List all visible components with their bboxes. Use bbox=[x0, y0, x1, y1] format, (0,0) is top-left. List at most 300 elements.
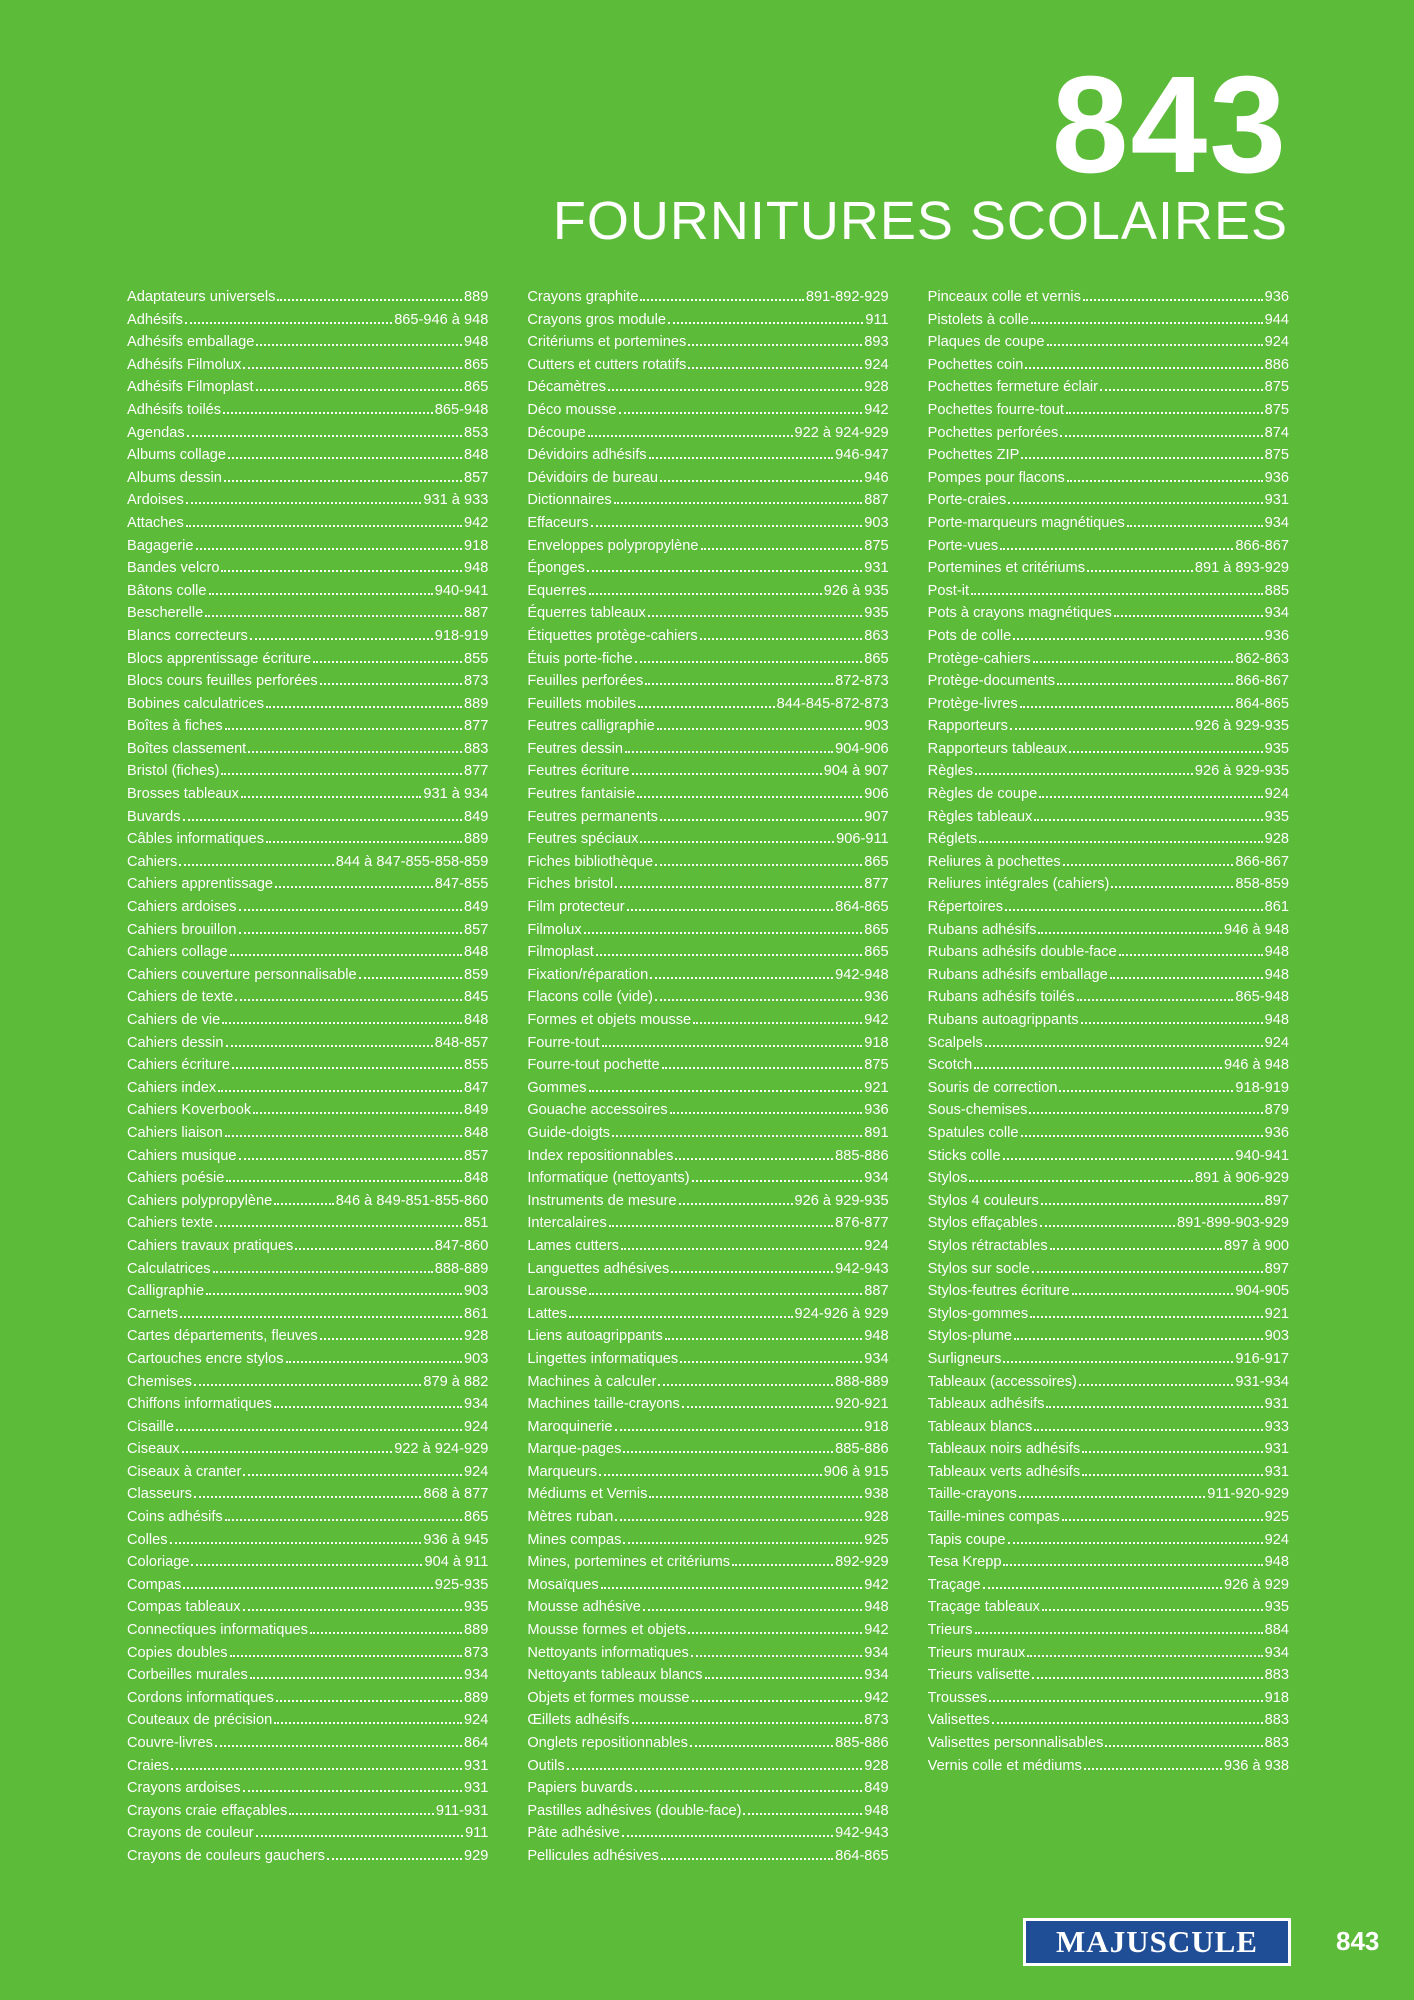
index-entry bbox=[127, 1303, 488, 1326]
index-entry bbox=[127, 715, 488, 738]
index-entry-label: Feutres dessin bbox=[527, 740, 624, 757]
index-entry-label: Cahiers de texte bbox=[127, 989, 234, 1006]
index-entry bbox=[127, 1461, 488, 1484]
index-entry-page: 931-934 bbox=[1235, 1373, 1289, 1390]
index-entry-label: Crayons de couleur bbox=[127, 1825, 254, 1842]
dot-leader bbox=[596, 954, 862, 956]
index-entry bbox=[928, 309, 1289, 332]
dot-leader bbox=[1034, 819, 1262, 821]
index-entry bbox=[527, 1642, 888, 1665]
dot-leader bbox=[266, 841, 462, 843]
index-entry-label: Réglets bbox=[927, 831, 978, 848]
dot-leader bbox=[985, 1045, 1263, 1047]
index-entry-label: Bandes velcro bbox=[127, 560, 220, 577]
dot-leader bbox=[1014, 1338, 1263, 1340]
index-entry-page: 865 bbox=[463, 1509, 489, 1526]
index-entry-label: Répertoires bbox=[927, 899, 1004, 916]
dot-leader bbox=[614, 502, 863, 504]
index-entry bbox=[527, 309, 888, 332]
index-entry-label: Connectiques informatiques bbox=[127, 1622, 308, 1639]
index-entry-page: 865-946 à 948 bbox=[394, 311, 489, 328]
index-entry-page: 866-867 bbox=[1235, 537, 1289, 554]
index-entry bbox=[527, 715, 888, 738]
index-entry-label: Cahiers ardoises bbox=[127, 899, 237, 916]
index-entry bbox=[127, 1777, 488, 1800]
dot-leader bbox=[1100, 389, 1263, 391]
index-entry bbox=[127, 1732, 488, 1755]
index-entry-label: Mousse formes et objets bbox=[527, 1622, 687, 1639]
index-entry-label: Feutres écriture bbox=[527, 763, 630, 780]
dot-leader bbox=[1020, 706, 1234, 708]
dot-leader bbox=[623, 1542, 862, 1544]
index-entry-label: Stylos-feutres écriture bbox=[927, 1283, 1070, 1300]
index-entry-label: Ciseaux à cranter bbox=[127, 1463, 242, 1480]
index-entry-page: 948 bbox=[864, 1802, 889, 1819]
dot-leader bbox=[665, 1338, 862, 1340]
index-entry-label: Rubans autoagrippants bbox=[927, 1012, 1079, 1028]
dot-leader bbox=[615, 1429, 863, 1431]
index-entry-label: Intercalaires bbox=[527, 1215, 607, 1232]
index-entry bbox=[928, 964, 1289, 987]
index-entry-label: Cisaille bbox=[127, 1418, 175, 1435]
dot-leader bbox=[660, 480, 862, 482]
index-entry-label: Calculatrices bbox=[127, 1260, 211, 1277]
dot-leader bbox=[256, 389, 462, 391]
index-entry-label: Cahiers index bbox=[127, 1079, 217, 1096]
dot-leader bbox=[276, 1700, 462, 1702]
index-entry bbox=[928, 1280, 1289, 1303]
dot-leader bbox=[1062, 1519, 1263, 1521]
dot-leader bbox=[692, 1180, 863, 1182]
index-entry-page: 936 bbox=[1264, 469, 1289, 486]
dot-leader bbox=[225, 1135, 462, 1137]
index-entry-page: 936 bbox=[864, 989, 889, 1006]
dot-leader bbox=[627, 909, 833, 911]
index-entry-label: Rubans adhésifs double-face bbox=[927, 944, 1117, 961]
index-entry-label: Valisettes bbox=[927, 1712, 990, 1729]
index-entry-page: 857 bbox=[463, 469, 489, 486]
dot-leader bbox=[1066, 412, 1263, 414]
index-entry-page: 935 bbox=[1264, 808, 1289, 825]
index-entry bbox=[127, 1416, 488, 1439]
index-entry-page: 844-845-872-873 bbox=[776, 695, 889, 712]
index-entry-page: 946 à 948 bbox=[1224, 921, 1289, 938]
index-entry-page: 889 bbox=[463, 1622, 489, 1639]
index-entry-label: Adhésifs toilés bbox=[127, 401, 222, 418]
index-entry bbox=[928, 1077, 1289, 1100]
index-entry bbox=[527, 1099, 888, 1122]
index-entry-page: 848 bbox=[463, 1012, 489, 1028]
index-entry-page: 934 bbox=[864, 1644, 889, 1661]
index-entry-page: 887 bbox=[864, 492, 889, 509]
index-entry-label: Buvards bbox=[127, 808, 181, 825]
dot-leader bbox=[239, 909, 462, 911]
index-entry bbox=[127, 331, 488, 354]
index-entry-page: 924 bbox=[1264, 786, 1289, 803]
dot-leader bbox=[275, 886, 433, 888]
index-entry bbox=[928, 422, 1289, 445]
index-entry bbox=[527, 1371, 888, 1394]
index-entry bbox=[928, 783, 1289, 806]
dot-leader bbox=[688, 1632, 862, 1634]
index-entry-page: 924 bbox=[463, 1712, 489, 1729]
index-entry-page: 904-906 bbox=[835, 740, 889, 757]
index-entry bbox=[527, 354, 888, 377]
index-entry bbox=[928, 1529, 1289, 1552]
index-entry-page: 903 bbox=[864, 718, 889, 735]
index-entry-page: 906 à 915 bbox=[823, 1463, 889, 1480]
index-entry bbox=[127, 1280, 488, 1303]
index-entry bbox=[928, 1664, 1289, 1687]
dot-leader bbox=[289, 1813, 433, 1815]
index-entry-page: 897 bbox=[1264, 1192, 1289, 1209]
index-entry-label: Boîtes classement bbox=[127, 740, 247, 757]
dot-leader bbox=[253, 1112, 462, 1114]
index-entry-page: 936 bbox=[1264, 1124, 1289, 1141]
dot-leader bbox=[222, 1022, 462, 1024]
index-entry bbox=[127, 1755, 488, 1778]
index-entry bbox=[928, 1145, 1289, 1168]
dot-leader bbox=[1027, 1655, 1262, 1657]
index-entry-label: Pots à crayons magnétiques bbox=[927, 605, 1112, 622]
index-entry bbox=[527, 760, 888, 783]
dot-leader bbox=[682, 1406, 833, 1408]
index-entry-label: Dévidoirs adhésifs bbox=[527, 447, 647, 464]
index-entry-label: Ciseaux bbox=[127, 1441, 180, 1458]
index-entry-label: Cahiers couverture personnalisable bbox=[127, 966, 357, 983]
dot-leader bbox=[975, 773, 1193, 775]
dot-leader bbox=[1077, 999, 1234, 1001]
index-entry bbox=[928, 1325, 1289, 1348]
index-entry-page: 849 bbox=[864, 1780, 889, 1797]
index-entry-label: Bobines calculatrices bbox=[127, 695, 265, 712]
index-entry bbox=[928, 648, 1289, 671]
index-entry-page: 844 à 847-855-858-859 bbox=[335, 853, 489, 870]
index-entry bbox=[127, 286, 488, 309]
index-entry-page: 935 bbox=[463, 1599, 489, 1616]
index-entry-page: 925 bbox=[1264, 1509, 1289, 1526]
index-entry bbox=[127, 1032, 488, 1055]
index-entry-page: 948 bbox=[1264, 1012, 1289, 1028]
index-entry bbox=[127, 557, 488, 580]
index-entry bbox=[527, 828, 888, 851]
index-entry-page: 855 bbox=[463, 650, 489, 667]
index-entry bbox=[527, 376, 888, 399]
index-entry-label: Pochettes coin bbox=[927, 356, 1024, 373]
dot-leader bbox=[621, 1248, 862, 1250]
index-entry-label: Craies bbox=[127, 1757, 170, 1774]
dot-leader bbox=[186, 502, 422, 504]
index-entry-page: 865-948 bbox=[1235, 989, 1289, 1006]
index-entry-label: Pots de colle bbox=[927, 627, 1012, 644]
dot-leader bbox=[1084, 1768, 1222, 1770]
index-entry bbox=[928, 535, 1289, 558]
index-entry bbox=[127, 1258, 488, 1281]
index-entry-label: Mosaïques bbox=[527, 1576, 599, 1593]
index-entry bbox=[127, 1190, 488, 1213]
index-entry-label: Règles de coupe bbox=[927, 786, 1038, 803]
index-entry bbox=[527, 1438, 888, 1461]
index-entry bbox=[527, 1054, 888, 1077]
index-entry-label: Reliures intégrales (cahiers) bbox=[927, 876, 1110, 893]
index-entry-label: Crayons graphite bbox=[527, 289, 639, 305]
dot-leader bbox=[1079, 1384, 1234, 1386]
index-entry-label: Porte-marqueurs magnétiques bbox=[927, 514, 1125, 531]
index-entry bbox=[928, 806, 1289, 829]
index-entry bbox=[928, 286, 1289, 309]
index-entry bbox=[127, 670, 488, 693]
index-entry-page: 872-873 bbox=[835, 673, 889, 690]
index-entry-page: 924 bbox=[1264, 1531, 1289, 1548]
index-entry-label: Critériums et portemines bbox=[527, 334, 687, 351]
dot-leader bbox=[589, 1090, 863, 1092]
index-entry-page: 911-931 bbox=[435, 1802, 489, 1819]
index-entry-page: 861 bbox=[463, 1305, 489, 1322]
dot-leader bbox=[228, 457, 462, 459]
index-entry bbox=[127, 1145, 488, 1168]
index-entry bbox=[127, 512, 488, 535]
index-entry-label: Albums collage bbox=[127, 447, 226, 464]
dot-leader bbox=[206, 1293, 462, 1295]
index-entry-page: 891-892-929 bbox=[805, 289, 889, 305]
dot-leader bbox=[1039, 796, 1262, 798]
index-entry bbox=[527, 580, 888, 603]
index-entry bbox=[127, 625, 488, 648]
index-entry bbox=[928, 851, 1289, 874]
index-entry-label: Règles tableaux bbox=[927, 808, 1033, 825]
index-entry-page: 926 à 929-935 bbox=[1194, 763, 1289, 780]
dot-leader bbox=[655, 864, 862, 866]
dot-leader bbox=[1119, 954, 1263, 956]
index-entry bbox=[928, 1099, 1289, 1122]
dot-leader bbox=[979, 841, 1262, 843]
index-entry-page: 934 bbox=[1264, 514, 1289, 531]
index-entry-label: Stylos bbox=[927, 1170, 968, 1187]
index-entry bbox=[928, 467, 1289, 490]
dot-leader bbox=[1019, 1496, 1205, 1498]
index-entry-label: Flacons colle (vide) bbox=[527, 989, 654, 1006]
dot-leader bbox=[1032, 1271, 1263, 1273]
dot-leader bbox=[670, 1112, 863, 1114]
dot-leader bbox=[638, 706, 775, 708]
index-entry-label: Stylos rétractables bbox=[927, 1237, 1048, 1254]
index-entry bbox=[928, 828, 1289, 851]
index-entry bbox=[928, 986, 1289, 1009]
index-entry-page: 848 bbox=[463, 1124, 489, 1141]
index-entry-page: 928 bbox=[864, 1757, 889, 1774]
index-entry-page: 865 bbox=[463, 356, 489, 373]
index-entry-label: Protège-livres bbox=[927, 695, 1018, 712]
index-entry-label: Œillets adhésifs bbox=[527, 1712, 630, 1729]
index-entry-page: 942-948 bbox=[835, 966, 889, 983]
index-entry-page: 866-867 bbox=[1235, 673, 1289, 690]
index-entry-label: Papiers buvards bbox=[527, 1780, 633, 1797]
dot-leader bbox=[1087, 570, 1193, 572]
dot-leader bbox=[241, 796, 421, 798]
index-entry-label: Fiches bibliothèque bbox=[527, 853, 654, 870]
dot-leader bbox=[1010, 728, 1193, 730]
index-entry bbox=[527, 1009, 888, 1032]
index-entry-page: 944 bbox=[1264, 311, 1289, 328]
dot-leader bbox=[975, 1632, 1263, 1634]
index-entry bbox=[127, 1438, 488, 1461]
index-entry bbox=[527, 444, 888, 467]
index-entry-page: 938 bbox=[864, 1486, 889, 1503]
index-entry-page: 876-877 bbox=[835, 1215, 889, 1232]
index-entry-page: 875 bbox=[1264, 447, 1289, 464]
dot-leader bbox=[690, 1745, 833, 1747]
index-entry-label: Adhésifs Filmoplast bbox=[127, 379, 254, 396]
index-entry-label: Adhésifs Filmolux bbox=[127, 356, 242, 373]
index-entry bbox=[127, 693, 488, 716]
index-entry-page: 934 bbox=[463, 1396, 489, 1413]
index-entry-page: 918 bbox=[1264, 1689, 1289, 1706]
index-entry-page: 877 bbox=[463, 763, 489, 780]
index-entry-page: 883 bbox=[1264, 1735, 1289, 1751]
dot-leader bbox=[187, 435, 462, 437]
index-entry-page: 928 bbox=[1264, 831, 1289, 848]
index-entry bbox=[127, 1800, 488, 1823]
page-number: 843 bbox=[1336, 1926, 1380, 1956]
index-entry-page: 924 bbox=[864, 356, 889, 373]
dot-leader bbox=[320, 683, 462, 685]
index-entry-label: Formes et objets mousse bbox=[527, 1012, 692, 1028]
index-entry bbox=[527, 467, 888, 490]
index-entry-label: Blancs correcteurs bbox=[127, 627, 248, 644]
index-entry bbox=[527, 1393, 888, 1416]
index-entry bbox=[127, 376, 488, 399]
dot-leader bbox=[589, 1293, 862, 1295]
index-entry-label: Nettoyants tableaux blancs bbox=[527, 1667, 703, 1684]
index-entry bbox=[527, 602, 888, 625]
index-entry-page: 926 à 929 bbox=[1224, 1576, 1289, 1593]
dot-leader bbox=[176, 1429, 462, 1431]
index-entry-page: 875 bbox=[864, 537, 889, 554]
index-entry-label: Cahiers apprentissage bbox=[127, 876, 274, 893]
index-entry bbox=[127, 806, 488, 829]
index-entry-page: 845 bbox=[463, 989, 489, 1006]
index-entry-label: Décamètres bbox=[527, 379, 606, 396]
dot-leader bbox=[1057, 683, 1233, 685]
dot-leader bbox=[700, 638, 863, 640]
index-entry-label: Blocs apprentissage écriture bbox=[127, 650, 312, 667]
index-entry bbox=[527, 1032, 888, 1055]
index-entry-label: Cahiers collage bbox=[127, 944, 228, 961]
dot-leader bbox=[569, 1316, 792, 1318]
index-entry bbox=[127, 1642, 488, 1665]
index-entry bbox=[527, 1574, 888, 1597]
index-entry-label: Stylos-gommes bbox=[927, 1305, 1029, 1322]
index-entry-page: 942-943 bbox=[835, 1825, 889, 1842]
index-entry-page: 940-941 bbox=[434, 582, 489, 599]
index-entry-page: 847 bbox=[463, 1079, 489, 1096]
index-entry-label: Lingettes informatiques bbox=[527, 1350, 679, 1367]
dot-leader bbox=[1060, 435, 1262, 437]
index-entry bbox=[127, 738, 488, 761]
dot-leader bbox=[243, 1790, 462, 1792]
index-entry-page: 942 bbox=[463, 514, 489, 531]
dot-leader bbox=[992, 1722, 1263, 1724]
dot-leader bbox=[295, 1248, 432, 1250]
index-entry-label: Crayons gros module bbox=[527, 311, 667, 328]
index-entry bbox=[928, 1258, 1289, 1281]
index-entry-label: Coins adhésifs bbox=[127, 1509, 223, 1526]
dot-leader bbox=[221, 570, 461, 572]
dot-leader bbox=[225, 728, 462, 730]
index-entry bbox=[527, 1212, 888, 1235]
index-entry bbox=[127, 896, 488, 919]
index-entry-label: Marqueurs bbox=[527, 1463, 598, 1480]
index-entry-label: Protège-documents bbox=[927, 673, 1056, 690]
index-entry-page: 911 bbox=[865, 311, 889, 328]
index-column-2 bbox=[527, 286, 888, 1868]
index-entry-page: 848 bbox=[463, 944, 489, 961]
index-entry-label: Carnets bbox=[127, 1305, 179, 1322]
dot-leader bbox=[680, 1361, 862, 1363]
index-entry bbox=[928, 896, 1289, 919]
index-entry-label: Bescherelle bbox=[127, 605, 204, 622]
index-entry-page: 865-948 bbox=[434, 401, 489, 418]
index-entry bbox=[127, 1099, 488, 1122]
index-entry bbox=[527, 1529, 888, 1552]
dot-leader bbox=[688, 344, 862, 346]
index-entry-page: 888-889 bbox=[434, 1260, 489, 1277]
index-entry-page: 849 bbox=[463, 808, 489, 825]
dot-leader bbox=[1047, 344, 1263, 346]
dot-leader bbox=[588, 435, 793, 437]
dot-leader bbox=[640, 299, 803, 301]
dot-leader bbox=[662, 1067, 863, 1069]
index-entry-label: Enveloppes polypropylène bbox=[527, 537, 699, 554]
index-entry-page: 864 bbox=[463, 1735, 489, 1751]
index-entry bbox=[928, 1416, 1289, 1439]
dot-leader bbox=[601, 1587, 863, 1589]
index-entry-page: 928 bbox=[864, 1509, 889, 1526]
index-entry bbox=[928, 1438, 1289, 1461]
index-entry-page: 922 à 924-929 bbox=[394, 1441, 489, 1458]
dot-leader bbox=[632, 773, 822, 775]
dot-leader bbox=[239, 1158, 462, 1160]
index-entry bbox=[928, 1212, 1289, 1235]
index-entry-label: Feuillets mobiles bbox=[527, 695, 637, 712]
index-entry-page: 940-941 bbox=[1235, 1147, 1289, 1164]
index-entry bbox=[127, 1709, 488, 1732]
dot-leader bbox=[619, 412, 863, 414]
index-entry-label: Compas tableaux bbox=[127, 1599, 241, 1616]
index-entry bbox=[527, 919, 888, 942]
index-entry-page: 942 bbox=[864, 1622, 889, 1639]
index-entry bbox=[928, 1303, 1289, 1326]
index-entry-label: Couvre-livres bbox=[127, 1735, 213, 1751]
index-entry-label: Objets et formes mousse bbox=[527, 1689, 690, 1706]
index-entry-page: 885-886 bbox=[835, 1441, 889, 1458]
index-entry-page: 946-947 bbox=[835, 447, 889, 464]
index-entry-label: Mines compas bbox=[527, 1531, 622, 1548]
index-entry bbox=[527, 670, 888, 693]
dot-leader bbox=[615, 886, 862, 888]
dot-leader bbox=[286, 1361, 462, 1363]
index-entry bbox=[127, 873, 488, 896]
index-entry-label: Portemines et critériums bbox=[927, 560, 1085, 577]
index-entry-label: Stylos sur socle bbox=[927, 1260, 1030, 1277]
dot-leader bbox=[649, 457, 834, 459]
index-entry-label: Tableaux noirs adhésifs bbox=[927, 1441, 1081, 1458]
index-entry-page: 918-919 bbox=[434, 627, 489, 644]
section-number: 843 bbox=[1051, 48, 1288, 202]
index-entry bbox=[527, 1235, 888, 1258]
index-entry-page: 918 bbox=[864, 1034, 889, 1051]
dot-leader bbox=[230, 954, 462, 956]
